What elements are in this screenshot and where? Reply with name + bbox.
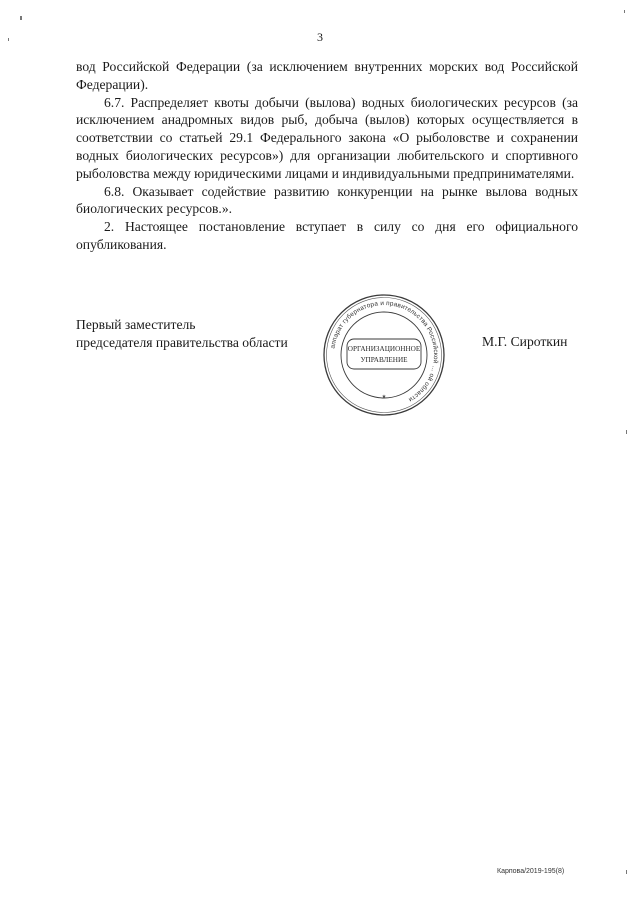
signatory-title-line2: председателя правительства области xyxy=(76,334,288,350)
signatory-name: М.Г. Сироткин xyxy=(482,334,568,349)
paragraph-6-7: 6.7. Распределяет квоты добычи (вылова) водных биологических ресурсов (за исключением анадромных видов рыб, добыча (вылов) которых осуществляется в соответствии со статьей 29.1 Федерального закона «О рыболовстве и сохранении водных биологических ресурсов») для организации любительского и спортивного рыболовства между юридическими лицами и индивидуальными предпринимателями. xyxy=(76,94,578,181)
official-seal xyxy=(321,292,447,418)
scan-speck xyxy=(8,38,9,41)
seal-center-line1: ОРГАНИЗАЦИОННОЕ xyxy=(347,345,421,353)
scan-speck xyxy=(20,16,22,20)
signatory-title-line1: Первый заместитель xyxy=(76,317,196,332)
document-reference: Карпова/2019-195(8) xyxy=(497,868,565,875)
paragraph-2: 2. Настоящее постановление вступает в силу со дня его официального опубликования. xyxy=(76,219,578,252)
scan-speck xyxy=(626,870,627,874)
paragraph-6-8: 6.8. Оказывает содействие развитию конкуренции на рынке вылова водных биологических ресурсов.». xyxy=(76,183,578,217)
seal-center-line2: УПРАВЛЕНИЕ xyxy=(360,356,408,364)
paragraph-continuation: вод Российской Федерации (за исключением внутренних морских вод Российской Федерации). xyxy=(76,59,578,92)
scan-speck xyxy=(624,10,625,13)
page-number: 3 xyxy=(317,30,323,44)
scan-speck xyxy=(626,430,627,434)
seal-ring-text: аппарат губернатора и правительства Российской ... ой области xyxy=(329,299,440,404)
body-text xyxy=(76,58,578,254)
seal-star-icon: ★ xyxy=(381,395,387,400)
signatory-title xyxy=(76,316,288,352)
